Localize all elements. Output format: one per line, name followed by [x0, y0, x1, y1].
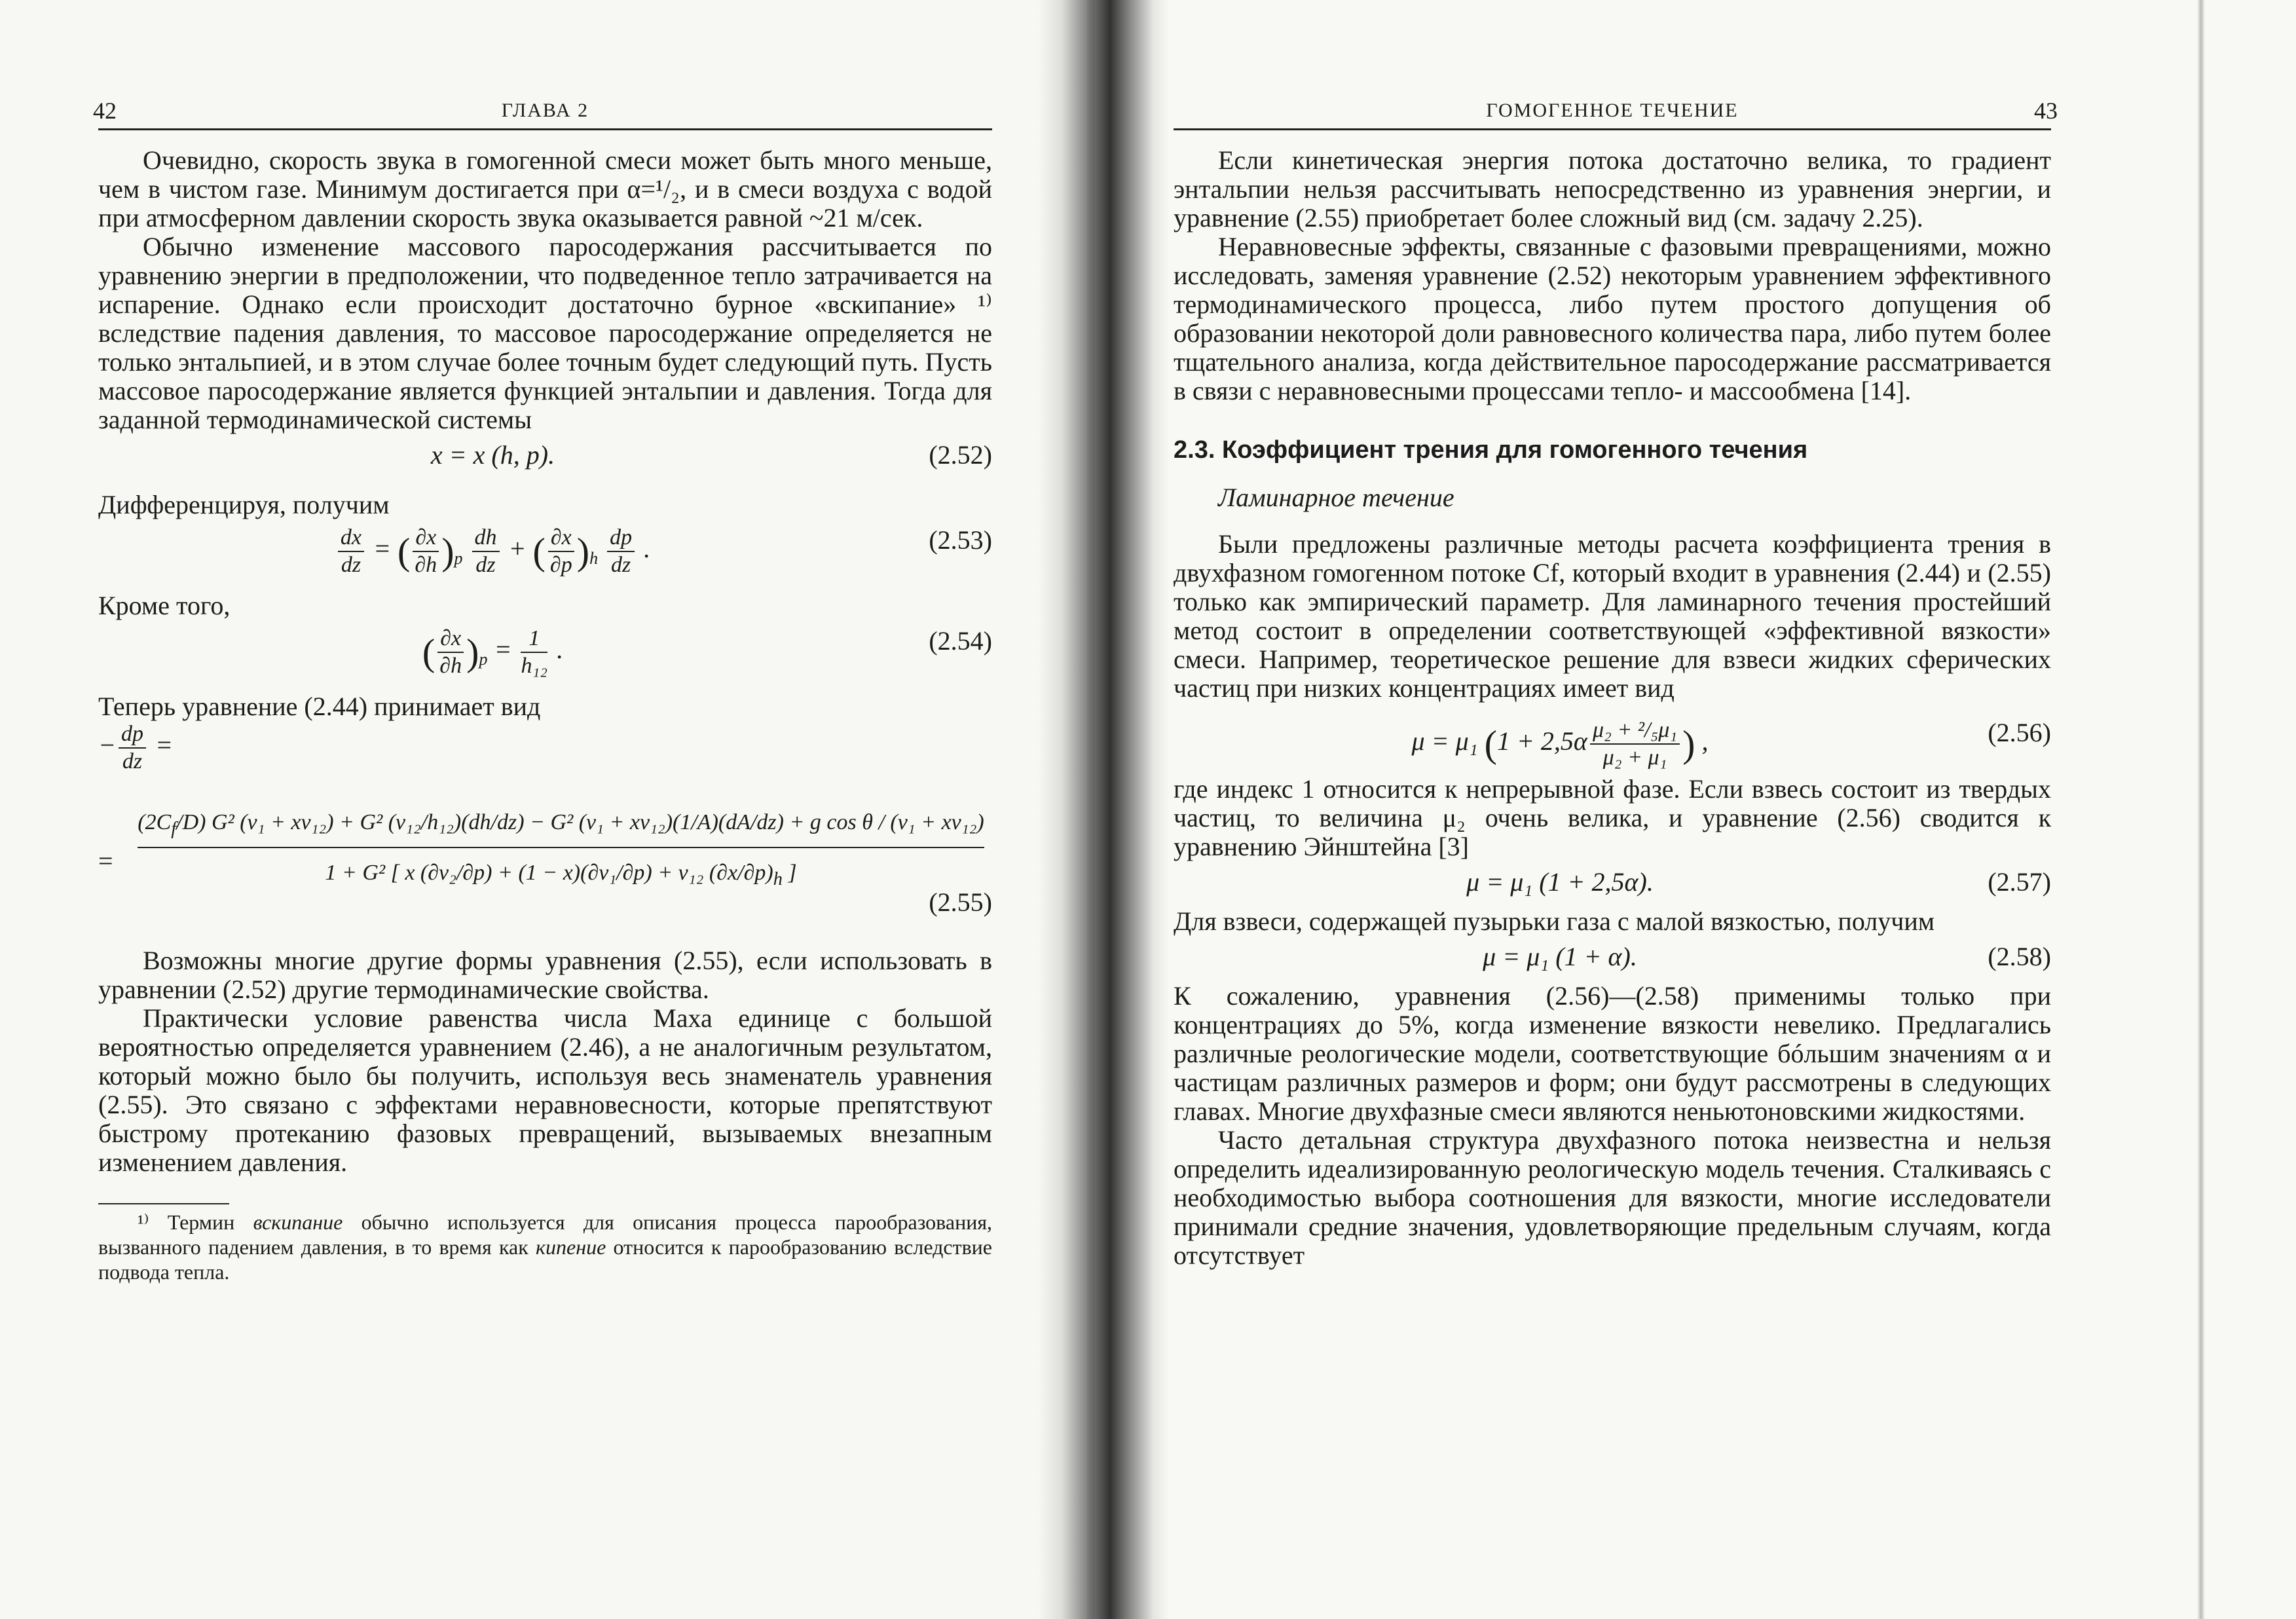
left-page-content [93, 92, 993, 1284]
footnote-text-c: относится к парообразованию вследствие подвода тепла. [98, 1235, 993, 1284]
equation-2-54-number: (2.54) [929, 626, 992, 656]
right-page-content [1174, 92, 2058, 1270]
section-heading: 2.3. Коэффициент трения для гомогенного течения [1174, 436, 1808, 464]
right-page-number: 43 [2034, 98, 2058, 124]
left-text-besides: Кроме того, [98, 591, 231, 620]
left-running-head [93, 92, 992, 130]
equation-2-52-formula: x = x (h, p). [430, 440, 555, 470]
equation-2-58 [1174, 936, 2051, 982]
footnote-text-a: Термин [167, 1210, 235, 1234]
equation-2-56-formula: μ = μ₁ (1 + 2,5α $\frac{\text{μ₂ + ²/₅μ₁}}{\text{μ₂ + μ₁}}$ ) , [1411, 718, 1709, 770]
right-paragraph-3: Были предложены различные методы расчета коэффициента трения в двухфазном гомогенном потоке Cf, который входит в уравнения (2.44) и (2.55) только как эмпирический параметр. Для ламинарного течения простейший метод состоит в определении соответствующей «эффективной вязкости» смеси. Например, теоретическое решение для взвеси жидких сферических частиц при низких концентрациях имеет вид [1174, 529, 2051, 703]
right-running-head [1174, 92, 2058, 130]
footnote [98, 1210, 992, 1284]
left-paragraph-2: Обычно изменение массового паросодержания рассчитывается по уравнению энергии в предположении, что подведенное тепло затрачивается на испарение. Однако если происходит достаточно бурное «вскипание» ¹⁾ вследствие падения давления, то массовое паросодержание определяется не только энтальпией, и в этом случае более точным будет следующий путь. Пусть массовое паросодержание является функцией энтальпии и давления. Тогда для заданной термодинамической системы [98, 232, 992, 434]
left-text-now: Теперь уравнение (2.44) принимает вид [98, 692, 541, 721]
left-paragraph-1: Очевидно, скорость звука в гомогенной смеси может быть много меньше, чем в чистом газе. Минимум достигается при α=¹/₂, и в смеси воздуха с водой при атмосферном давлении скорость звука оказывается равной ~21 м/сек. [98, 145, 992, 233]
equation-2-55-numerator: $(2C_f/D)$ G² (v₁ + xv₁₂) + G² (v₁₂/h₁₂)(dh/dz) − G² (v₁ + xv₁₂)(1/A)(dA/dz) + g cos θ / (v₁ + xv₁₂) [138, 800, 984, 848]
left-chapter-title: ГЛАВА 2 [501, 100, 589, 121]
subsection-heading: Ламинарное течение [1218, 483, 1454, 512]
equation-2-57-number: (2.57) [1988, 867, 2051, 897]
equation-2-54 [98, 620, 992, 683]
right-paragraph-6: К сожалению, уравнения (2.56)—(2.58) применимы только при концентрациях до 5%, когда изменение вязкости невелико. Предлагались различные реологические модели, соответствующие бóльшим значениям α и частицам различных размеров и форм; они будут рассмотрены в следующих главах. Многие двухфазные смеси являются неньютоновскими жидкостями. [1174, 981, 2051, 1126]
equation-2-55-number: (2.55) [929, 887, 992, 917]
right-paragraph-2: Неравновесные эффекты, связанные с фазовыми превращениями, можно исследовать, заменяя уравнение (2.52) некоторым уравнением эффективного термодинамического процесса, либо путем простого допущения об образовании некоторой доли равновесного количества пара, либо путем более тщательного анализа, когда действительное паросодержание рассматривается в связи с неравновесными процессами тепло- и массообмена [14]. [1174, 232, 2051, 405]
equation-2-55-lhs: − $\frac{dp}{dz}$ = [98, 722, 173, 773]
equation-2-54-formula: ( $\frac{\partial x}{\partial h}$ )$_p$ = $\frac{1}{\text{h₁₂}}$ . [422, 626, 564, 678]
footnote-text-b: обычно используется для описания процесса парообразования, вызванного падением давления, в то время как [98, 1210, 993, 1259]
equation-2-58-formula: μ = μ₁ (1 + α). [1483, 942, 1637, 971]
left-paragraph-3: Возможны многие другие формы уравнения (2.55), если использовать в уравнении (2.52) другие термодинамические свойства. [98, 946, 992, 1004]
equation-2-53 [98, 519, 992, 582]
equation-2-55-denominator: 1 + G² [ x (∂v₂/∂p) + (1 − x)(∂v₁/∂p) + v₁₂ $(\partial x/\partial p)_h$ ] [325, 861, 797, 889]
book-gutter-shadow [1038, 0, 1169, 1619]
left-paragraph-4: Практически условие равенства числа Маха единице с большой вероятностью определяется уравнением (2.46), а не аналогичным результатом, который можно было бы получить, используя весь знаменатель уравнения (2.55). Это связано с эффектами неравновесности, которые препятствуют быстрому протеканию фазовых превращений, вызываемых внезапным изменением давления. [98, 1003, 992, 1177]
right-paragraph-5: Для взвеси, содержащей пузырьки газа с малой вязкостью, получим [1174, 906, 1935, 936]
footnote-term-boiling: кипение [536, 1235, 606, 1259]
equation-2-58-number: (2.58) [1988, 942, 2051, 971]
right-page [1095, 0, 2296, 1619]
equation-2-56-number: (2.56) [1988, 718, 2051, 747]
right-section-title: ГОМОГЕННОЕ ТЕЧЕНИЕ [1486, 100, 1739, 121]
right-paragraph-7: Часто детальная структура двухфазного потока неизвестна и нельзя определить идеализированную реологическую модель течения. Сталкиваясь с необходимостью выбора соотношения для вязкости, многие исследователи принимали средние значения, удовлетворяющие предельным случаям, когда отсутствует [1174, 1125, 2051, 1270]
equation-2-53-formula: $\frac{dx}{dz}$ = ( $\frac{\partial x}{\partial h}$ )$_p$ $\frac{dh}{dz}$ + ( $\frac{\partial x}{\partial p}$ )$_h$ $\frac{dp}{dz}$ . [98, 525, 887, 578]
equation-2-57-formula: μ = μ₁ (1 + 2,5α). [1466, 867, 1654, 897]
footnote-rule [98, 1203, 229, 1204]
equation-2-52 [98, 434, 992, 491]
equation-2-52-number: (2.52) [929, 440, 992, 470]
left-text-differentiating: Дифференцируя, получим [98, 490, 390, 519]
equation-2-53-number: (2.53) [929, 525, 992, 555]
footnote-term-boiling-up: вскипание [253, 1210, 343, 1234]
equation-2-55: − $\frac{dp}{dz}$ = = $(2C_f/D)$ G² (v₁ + xv₁₂) + G² (v₁₂/h₁₂)(dh/dz) − G² (v₁ + xv₁₂)(1/A)(dA/dz) + g cos θ / (v₁ + xv₁₂) 1 + G² [ x (∂v₂/∂p) + (1 − x)(∂v₁/∂p) + v₁₂ $(\partial x/\partial p)_h$ ] (2.55) [98, 722, 992, 917]
equation-2-57 [1174, 861, 2051, 907]
page-edge-shadow [2197, 0, 2205, 1619]
right-paragraph-1: Если кинетическая энергия потока достаточно велика, то градиент энтальпии нельзя рассчитывать непосредственно из уравнения энергии, и уравнение (2.55) приобретает более сложный вид (см. задачу 2.25). [1174, 145, 2051, 233]
left-page [0, 0, 1087, 1619]
footnote-mark: ¹⁾ [138, 1210, 149, 1234]
left-page-number: 42 [93, 98, 117, 124]
right-paragraph-4: где индекс 1 относится к непрерывной фазе. Если взвесь состоит из твердых частиц, то величина μ₂ очень велика, и уравнение (2.56) сводится к уравнению Эйнштейна [3] [1174, 774, 2051, 861]
equation-2-56 [1174, 712, 2051, 775]
